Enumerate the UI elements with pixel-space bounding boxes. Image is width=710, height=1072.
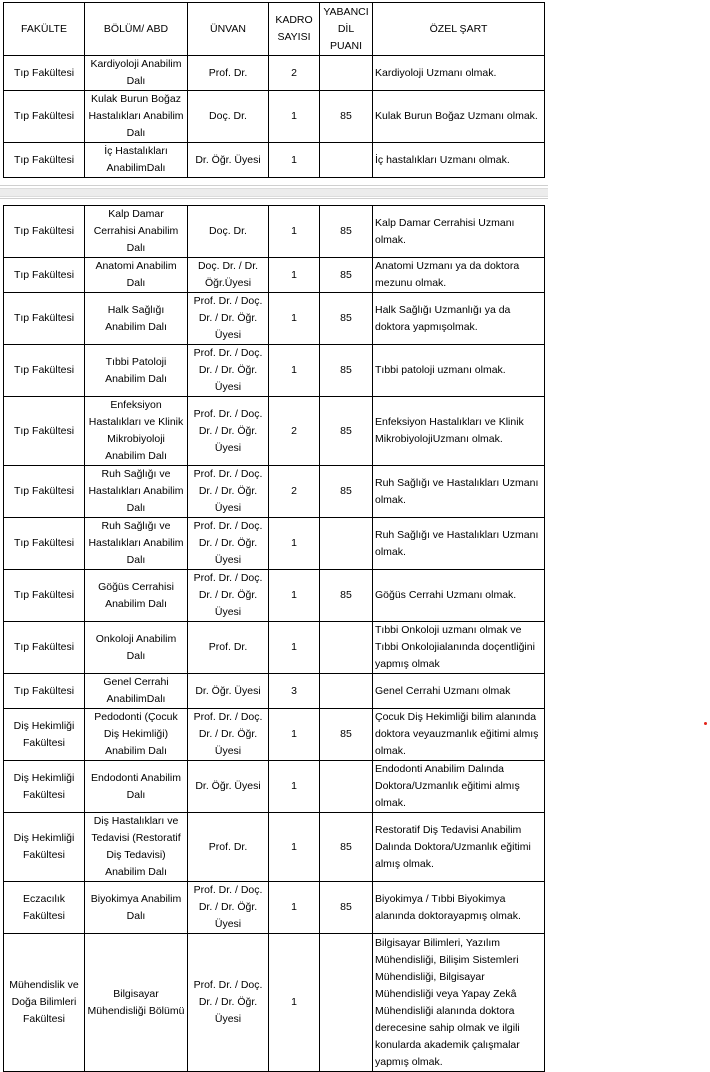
header-language-score: YABANCI DİL PUANI [320,3,373,56]
title-cell: Prof. Dr. [188,56,269,91]
table-row [4,761,545,813]
position-count-cell: 2 [269,397,320,466]
department-cell: İç Hastalıkları AnabilimDalı [85,143,188,178]
title-cell: Prof. Dr. [188,622,269,674]
language-score-cell: 85 [320,91,373,143]
language-score-cell: 85 [320,466,373,518]
position-count-cell: 3 [269,674,320,709]
special-condition-cell: Çocuk Diş Hekimliği bilim alanında doktora veyauzmanlık eğitimi almış olmak. [373,709,545,761]
faculty-cell: Tıp Fakültesi [4,397,85,466]
faculty-cell: Tıp Fakültesi [4,345,85,397]
special-condition-cell: Anatomi Uzmanı ya da doktora mezunu olmak. [373,258,545,293]
special-condition-cell: Genel Cerrahi Uzmanı olmak [373,674,545,709]
title-cell: Prof. Dr. / Doç. Dr. / Dr. Öğr. Üyesi [188,466,269,518]
language-score-cell [320,934,373,1072]
special-condition-cell: Enfeksiyon Hastalıkları ve Klinik MikrobiyolojiUzmanı olmak. [373,397,545,466]
special-condition-cell: Kardiyoloji Uzmanı olmak. [373,56,545,91]
language-score-cell: 85 [320,570,373,622]
special-condition-cell: Tıbbi patoloji uzmanı olmak. [373,345,545,397]
table-row [4,466,545,518]
special-condition-cell: Halk Sağlığı Uzmanlığı ya da doktora yapmışolmak. [373,293,545,345]
special-condition-cell: Ruh Sağlığı ve Hastalıkları Uzmanı olmak. [373,518,545,570]
language-score-cell: 85 [320,258,373,293]
table-row [4,622,545,674]
department-cell: Kardiyoloji Anabilim Dalı [85,56,188,91]
faculty-cell: Tıp Fakültesi [4,206,85,258]
title-cell: Prof. Dr. / Doç. Dr. / Dr. Öğr. Üyesi [188,293,269,345]
position-count-cell: 2 [269,466,320,518]
table-row [4,813,545,882]
table-row [4,397,545,466]
position-count-cell: 1 [269,934,320,1072]
table-row [4,206,545,258]
department-cell: Bilgisayar Mühendisliği Bölümü [85,934,188,1072]
header-faculty: FAKÜLTE [4,3,85,56]
position-count-cell: 1 [269,761,320,813]
department-cell: Ruh Sağlığı ve Hastalıkları Anabilim Dalı [85,518,188,570]
language-score-cell: 85 [320,709,373,761]
department-cell: Genel Cerrahi AnabilimDalı [85,674,188,709]
table-header-row [4,3,545,56]
language-score-cell [320,674,373,709]
special-condition-cell: Tıbbi Onkoloji uzmanı olmak ve Tıbbi Onkolojialanında doçentliğini yapmış olmak [373,622,545,674]
title-cell: Prof. Dr. / Doç. Dr. / Dr. Öğr. Üyesi [188,570,269,622]
faculty-cell: Diş Hekimliği Fakültesi [4,709,85,761]
table-row [4,345,545,397]
title-cell: Doç. Dr. [188,91,269,143]
position-count-cell: 1 [269,293,320,345]
title-cell: Dr. Öğr. Üyesi [188,674,269,709]
special-condition-cell: Restoratif Diş Tedavisi Anabilim Dalında Doktora/Uzmanlık eğitimi almış olmak. [373,813,545,882]
position-count-cell: 1 [269,258,320,293]
table-row [4,709,545,761]
language-score-cell [320,56,373,91]
department-cell: Biyokimya Anabilim Dalı [85,882,188,934]
table-row [4,91,545,143]
faculty-cell: Tıp Fakültesi [4,518,85,570]
page-separator-band [0,188,548,197]
language-score-cell: 85 [320,397,373,466]
title-cell: Prof. Dr. / Doç. Dr. / Dr. Öğr. Üyesi [188,709,269,761]
special-condition-cell: Kalp Damar Cerrahisi Uzmanı olmak. [373,206,545,258]
table-row [4,882,545,934]
language-score-cell: 85 [320,293,373,345]
faculty-cell: Mühendislik ve Doğa Bilimleri Fakültesi [4,934,85,1072]
red-marker-dot [704,722,707,725]
language-score-cell [320,622,373,674]
department-cell: Göğüs Cerrahisi Anabilim Dalı [85,570,188,622]
table-row [4,570,545,622]
language-score-cell: 85 [320,813,373,882]
faculty-cell: Tıp Fakültesi [4,570,85,622]
department-cell: Tıbbi Patoloji Anabilim Dalı [85,345,188,397]
table-row [4,258,545,293]
faculty-cell: Tıp Fakültesi [4,466,85,518]
faculty-cell: Tıp Fakültesi [4,56,85,91]
header-title: ÜNVAN [188,3,269,56]
language-score-cell: 85 [320,206,373,258]
department-cell: Kalp Damar Cerrahisi Anabilim Dalı [85,206,188,258]
header-special-condition: ÖZEL ŞART [373,3,545,56]
department-cell: Kulak Burun Boğaz Hastalıkları Anabilim Dalı [85,91,188,143]
department-cell: Endodonti Anabilim Dalı [85,761,188,813]
language-score-cell [320,518,373,570]
position-count-cell: 1 [269,813,320,882]
faculty-position-table-part-1 [3,2,545,178]
department-cell: Enfeksiyon Hastalıkları ve Klinik Mikrobiyoloji Anabilim Dalı [85,397,188,466]
position-count-cell: 1 [269,882,320,934]
table-row [4,674,545,709]
table-row [4,143,545,178]
special-condition-cell: Endodonti Anabilim Dalında Doktora/Uzmanlık eğitimi almış olmak. [373,761,545,813]
language-score-cell [320,143,373,178]
title-cell: Prof. Dr. / Doç. Dr. / Dr. Öğr. Üyesi [188,397,269,466]
position-count-cell: 1 [269,622,320,674]
language-score-cell [320,761,373,813]
title-cell: Prof. Dr. / Doç. Dr. / Dr. Öğr. Üyesi [188,518,269,570]
faculty-cell: Diş Hekimliği Fakültesi [4,761,85,813]
language-score-cell: 85 [320,882,373,934]
page-separator-line [0,185,548,186]
title-cell: Doç. Dr. [188,206,269,258]
faculty-position-table-part-2 [3,205,545,1072]
special-condition-cell: Bilgisayar Bilimleri, Yazılım Mühendisliği, Bilişim Sistemleri Mühendisliği, Bilgisayar Mühendisliği veya Yapay Zekâ Mühendisliği alanında doktora derecesine sahip olmak ve ilgili konularda akademik çalışmalar yapmış olmak. [373,934,545,1072]
title-cell: Dr. Öğr. Üyesi [188,761,269,813]
special-condition-cell: Göğüs Cerrahi Uzmanı olmak. [373,570,545,622]
faculty-cell: Tıp Fakültesi [4,258,85,293]
department-cell: Diş Hastalıkları ve Tedavisi (Restoratif Diş Tedavisi) Anabilim Dalı [85,813,188,882]
faculty-cell: Tıp Fakültesi [4,91,85,143]
title-cell: Prof. Dr. [188,813,269,882]
faculty-cell: Diş Hekimliği Fakültesi [4,813,85,882]
language-score-cell: 85 [320,345,373,397]
special-condition-cell: Ruh Sağlığı ve Hastalıkları Uzmanı olmak. [373,466,545,518]
faculty-cell: Tıp Fakültesi [4,293,85,345]
special-condition-cell: Kulak Burun Boğaz Uzmanı olmak. [373,91,545,143]
position-count-cell: 1 [269,91,320,143]
header-position-count: KADRO SAYISI [269,3,320,56]
special-condition-cell: İç hastalıkları Uzmanı olmak. [373,143,545,178]
title-cell: Prof. Dr. / Doç. Dr. / Dr. Öğr. Üyesi [188,934,269,1072]
table-row [4,518,545,570]
department-cell: Anatomi Anabilim Dalı [85,258,188,293]
position-count-cell: 2 [269,56,320,91]
position-count-cell: 1 [269,345,320,397]
faculty-cell: Tıp Fakültesi [4,143,85,178]
department-cell: Pedodonti (Çocuk Diş Hekimliği) Anabilim Dalı [85,709,188,761]
department-cell: Halk Sağlığı Anabilim Dalı [85,293,188,345]
faculty-cell: Eczacılık Fakültesi [4,882,85,934]
position-count-cell: 1 [269,518,320,570]
department-cell: Onkoloji Anabilim Dalı [85,622,188,674]
position-count-cell: 1 [269,206,320,258]
table-row [4,293,545,345]
position-count-cell: 1 [269,570,320,622]
position-count-cell: 1 [269,143,320,178]
header-department: BÖLÜM/ ABD [85,3,188,56]
title-cell: Prof. Dr. / Doç. Dr. / Dr. Öğr. Üyesi [188,882,269,934]
title-cell: Doç. Dr. / Dr. Öğr.Üyesi [188,258,269,293]
title-cell: Prof. Dr. / Doç. Dr. / Dr. Öğr. Üyesi [188,345,269,397]
faculty-cell: Tıp Fakültesi [4,674,85,709]
table-row [4,56,545,91]
department-cell: Ruh Sağlığı ve Hastalıkları Anabilim Dalı [85,466,188,518]
position-count-cell: 1 [269,709,320,761]
faculty-cell: Tıp Fakültesi [4,622,85,674]
special-condition-cell: Biyokimya / Tıbbi Biyokimya alanında doktorayapmış olmak. [373,882,545,934]
table-row [4,934,545,1072]
title-cell: Dr. Öğr. Üyesi [188,143,269,178]
page-separator-line [0,198,548,199]
